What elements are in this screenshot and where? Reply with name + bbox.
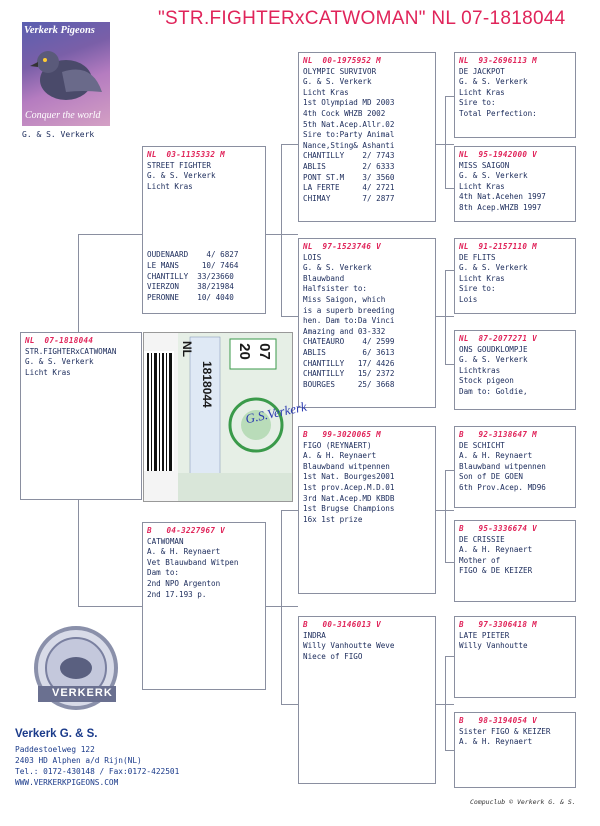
color: Vet Blauwband Witpen [147,557,239,567]
note-line: 4th Cock WHZB 2002 [303,108,386,118]
connector [281,316,298,317]
pigeon-name: DE SCHICHT [459,440,505,450]
ring-number: NL 07-1818044 [25,336,94,345]
breeder: G. & S. Verkerk [303,263,372,273]
race-result: CHATEAURO 4/ 2599 [303,337,395,347]
pigeon-name: MISS SAIGON [459,160,510,170]
note-line: 1st Olympiad MD 2003 [303,98,395,108]
note-line: Mother of [459,555,501,565]
pedigree-sire-dam [298,238,436,408]
pigeon-name: OLYMPIC SURVIVOR [303,66,377,76]
pedigree-dam-sire [298,426,436,594]
race-result: LE MANS 10/ 7464 [147,260,239,270]
connector [445,188,454,189]
pedigree-dam [142,522,266,690]
connector [78,500,79,606]
breeder: A. & H. Reynaert [459,737,533,747]
breeder: G. & S. Verkerk [303,77,372,87]
breeder: G. & S. Verkerk [459,355,528,365]
ring-number: NL 87-2077271 V [459,334,537,343]
connector [445,470,446,562]
race-result: BOURGES 25/ 3668 [303,379,395,389]
note-line: 5th Nat.Acep.Allr.02 [303,119,395,129]
race-result: CHANTILLY 2/ 7743 [303,151,395,161]
note-line: Sire to: [459,98,496,108]
note-line: hen. Dam to:Da Vinci [303,316,395,326]
footer-web-link[interactable]: WWW.VERKERKPIGEONS.COM [15,778,119,787]
stamp-seal-icon [30,622,130,714]
connector [281,510,282,704]
breeder: G. & S. Verkerk [459,171,528,181]
breeder: A. & H. Reynaert [459,545,533,555]
verkerk-stamp [30,622,130,714]
note-line: Miss Saigon, which [303,294,386,304]
ring-number: NL 93-2696113 M [459,56,537,65]
note-line: 4th Nat.Acehen 1997 [459,192,546,202]
note-line: 3rd Nat.Acep.MD KBDB [303,493,395,503]
color: Licht Kras [459,273,505,283]
pedigree-dam-dam [298,616,436,784]
card-number: 1818044 [200,361,214,408]
verkerk-logo [22,22,110,126]
race-result: CHANTILLY 15/ 2372 [303,369,395,379]
ring-number: NL 97-1523746 V [303,242,381,251]
note-line: Dam to: Goldie, [459,386,528,396]
note-line: 2nd 17.193 p. [147,589,207,599]
color: Licht Kras [147,181,193,191]
ring-number: B 98-3194054 V [459,716,537,725]
note-line: is a superb breeding [303,305,395,315]
pedigree-sire-sire [298,52,436,222]
note-line: 1st Nat. Bourges2001 [303,472,395,482]
race-result: CHANTILLY 17/ 4426 [303,358,395,368]
pigeon-name: LOIS [303,252,322,262]
page-title: "STR.FIGHTERxCATWOMAN" NL 07-1818044 [158,8,566,29]
color: Licht Kras [459,87,505,97]
card-country: NL [180,341,194,357]
note-line: 8th Acep.WHZB 1997 [459,202,542,212]
note-line: 6th Prov.Acep. MD96 [459,482,546,492]
ring-number: B 95-3336674 V [459,524,537,533]
note-line: 1st Brugse Champions [303,504,395,514]
race-result: CHANTILLY 33/23660 [147,271,234,281]
pedigree-ssd [454,146,576,222]
pigeon-name: DE FLITS [459,252,496,262]
connector [78,234,79,332]
connector [281,704,298,705]
connector [445,96,446,188]
note-line: Halfsister to: [303,284,368,294]
note-line: 2nd NPO Argenton [147,578,221,588]
barcode-icon [144,351,174,471]
footer-city: 2403 HD Alphen a/d Rijn(NL) [15,756,142,765]
connector [281,144,282,316]
color: Licht Kras [303,87,349,97]
card-year-a: 20 [235,343,253,360]
logo-top-text: Verkerk Pigeons [24,25,95,36]
ring-number: NL 00-1975952 M [303,56,381,65]
race-result: VIERZON 38/21984 [147,282,234,292]
race-result: PONT ST.M 3/ 3560 [303,172,395,182]
ring-number: NL 91-2157110 M [459,242,537,251]
note-line: Stock pigeon [459,376,514,386]
pedigree-sdd [454,330,576,410]
connector [78,606,142,607]
connector [445,656,454,657]
breeder: Willy Vanhoutte [459,641,528,651]
note-line: Son of DE GOEN [459,472,524,482]
color: Blauwband witpennen [459,461,546,471]
pigeon-name: ONS GOUDKLOMPJE [459,344,528,354]
note-line: Niece of FIGO [303,651,363,661]
connector [445,270,446,364]
ring-number: NL 03-1135332 M [147,150,225,159]
race-result: PERONNE 10/ 4040 [147,292,234,302]
pigeon-name: STR.FIGHTERxCATWOMAN [25,346,117,356]
breeder: A. & H. Reynaert [459,451,533,461]
pigeon-name: STREET FIGHTER [147,160,212,170]
color: Licht Kras [459,181,505,191]
pigeon-name: DE JACKPOT [459,66,505,76]
signature: G.S.Verkerk [244,398,308,427]
race-result: LA FERTE 4/ 2721 [303,183,395,193]
breeder: A. & H. Reynaert [147,547,221,557]
ring-number: B 00-3146013 V [303,620,381,629]
pigeon-name: LATE PIETER [459,630,510,640]
card-year-b: 07 [255,343,273,360]
note-line: Sire to:Party Animal [303,130,395,140]
logo-slogan: Conquer the world [25,110,101,121]
color: Blauwband witpennen [303,461,390,471]
note-line: Total Perfection: [459,108,537,118]
ring-number: B 97-3306418 M [459,620,537,629]
connector [281,144,298,145]
ring-number: B 99-3020065 M [303,430,381,439]
note-line: Nance,Sting& Ashanti [303,140,395,150]
footer-name: Verkerk G. & S. [15,728,98,740]
breeder: Willy Vanhoutte Weve [303,641,395,651]
color: Blauwband [303,273,345,283]
pigeon-name: INDRA [303,630,326,640]
breeder: G. & S. Verkerk [459,77,528,87]
ring-number: NL 95-1942000 V [459,150,537,159]
connector [445,656,446,750]
note-line: FIGO & DE KEIZER [459,566,533,576]
pigeon-name: Sister FIGO & KEIZER [459,726,551,736]
color: Licht Kras [25,367,71,377]
ring-number: B 04-3227967 V [147,526,225,535]
connector [78,234,142,235]
stamp-text: VERKERK [52,687,113,699]
note-line: Lois [459,294,478,304]
pigeon-name: CATWOMAN [147,536,184,546]
ring-number: B 92-3138647 M [459,430,537,439]
pigeon-name: FIGO (REYNAERT) [303,440,372,450]
connector [445,96,454,97]
footer-phone: Tel.: 0172-430148 / Fax:0172-422501 [15,767,180,776]
logo-owner: G. & S. Verkerk [22,130,95,139]
connector [281,510,298,511]
connector [445,562,454,563]
note-line: Sire to: [459,284,496,294]
pedigree-sss [454,52,576,138]
note-line: 16x 1st prize [303,514,363,524]
race-result: ABLIS 6/ 3613 [303,347,395,357]
connector [445,270,454,271]
race-result: OUDENAARD 4/ 6827 [147,250,239,260]
note-line: Amazing and 03-332 [303,326,386,336]
breeder: G. & S. Verkerk [459,263,528,273]
race-result: CHIMAY 7/ 2877 [303,193,395,203]
pedigree-dds [454,616,576,698]
color: Lichtkras [459,365,501,375]
copyright: Compuclub © Verkerk G. & S. [470,798,576,806]
pigeon-name: DE CRISSIE [459,534,505,544]
pedigree-ddd [454,712,576,788]
connector [445,750,454,751]
pedigree-dss [454,426,576,508]
connector [445,364,454,365]
note-line: 1st prov.Acep.M.D.01 [303,482,395,492]
footer-address: Paddestoelweg 122 [15,745,95,754]
connector [445,470,454,471]
pedigree-subject [20,332,142,500]
pedigree-sds [454,238,576,314]
breeder: A. & H. Reynaert [303,451,377,461]
pedigree-dsd [454,520,576,602]
note-line: Dam to: [147,568,180,578]
pedigree-sire [142,146,266,314]
race-result: ABLIS 2/ 6333 [303,161,395,171]
breeder: G. & S. Verkerk [25,357,94,367]
breeder: G. & S. Verkerk [147,171,216,181]
